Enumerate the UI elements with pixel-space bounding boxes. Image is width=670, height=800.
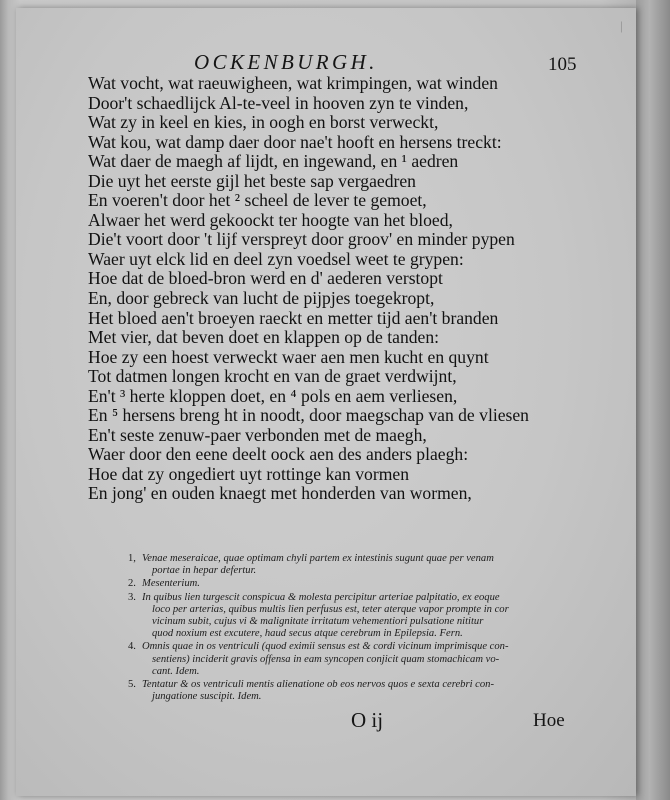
verse-line: Waer door den eene deelt oock aen des anders plaegh: <box>88 444 469 465</box>
footnote-number: 5. <box>128 679 136 691</box>
verse-line: Hoe dat de bloed-bron werd en d' aederen verstopt <box>88 268 443 289</box>
footnote <box>128 553 598 577</box>
footnote-line: Tentatur & os ventriculi mentis alienatione ob eos nervos quos e sexta cerebri con- <box>142 679 494 691</box>
verse-line: Wat kou, wat damp daer door nae't hooft en hersens treckt: <box>88 131 502 152</box>
footnote-line: quod noxium est excutere, haud secus atque cerebrum in Epilepsia. Fern. <box>152 628 463 640</box>
book-page <box>16 8 636 796</box>
verse-line: En't ³ herte kloppen doet, en ⁴ pols en aem verliesen, <box>88 385 458 406</box>
verse-line: En jong' en ouden knaegt met honderden van wormen, <box>88 483 472 504</box>
signature-mark: O ij <box>351 708 384 732</box>
footnote-line: sentiens) inciderit gravis offensa in eam syncopen conjicit quam stomachicam vo- <box>152 653 500 665</box>
page-header <box>16 46 636 76</box>
verse-line: Hoe dat zy ongediert uyt rottinge kan vormen <box>88 463 409 484</box>
verse-line: Wat daer de maegh af lijdt, en ingewand, en ¹ aedren <box>88 151 459 172</box>
footnote <box>128 679 598 703</box>
verse-line: Alwaer het werd gekoockt ter hoogte van het bloed, <box>88 209 453 230</box>
verse-line: Door't schaedlijck Al-te-veel in hooven zyn te vinden, <box>88 92 469 113</box>
footnote-line: jungatione suscipit. Idem. <box>152 691 262 703</box>
footnote-number: 4. <box>128 641 136 653</box>
verse-line: En, door gebreck van lucht de pijpjes toegekropt, <box>88 288 435 309</box>
next-page-edge <box>636 0 670 800</box>
footnote-line: In quibus lien turgescit conspicua & molesta percipitur arteriae palpitatio, ex eoque <box>142 591 500 603</box>
verse-line: En voeren't door het ² scheel de lever te gemoet, <box>88 190 427 211</box>
catchword: Hoe <box>533 710 565 731</box>
footnote <box>128 578 598 590</box>
verse-line: Tot datmen longen krocht en van de graet verdwijnt, <box>88 366 457 387</box>
verse-line: Met vier, dat beven doet en klappen op de tanden: <box>88 327 440 348</box>
footnote-line: loco per arterias, quibus multis lien perfusus est, teter aterque vapor prompte in cor <box>152 603 509 615</box>
footnote-line: portae in hepar defertur. <box>152 565 257 577</box>
footnote <box>128 641 598 678</box>
footnote-line: Mesenterium. <box>142 578 200 590</box>
verse-text <box>88 74 608 504</box>
page-number: 105 <box>548 54 577 75</box>
pencil-mark: | <box>620 18 623 33</box>
verse-line: Wat vocht, wat raeuwigheen, wat krimpingen, wat winden <box>88 73 498 93</box>
footnote-number: 1, <box>128 553 136 564</box>
footnotes <box>128 553 598 704</box>
footnote-line: vicinum subit, cujus vi & malignitate irritatum vehementiori pulsatione nititur <box>152 616 484 628</box>
verse-line: Wat zy in keel en kies, in oogh en borst verweckt, <box>88 112 439 133</box>
footnote-line: Omnis quae in os ventriculi (quod eximii sensus est & cordi vicinum imprimisque con- <box>142 641 509 653</box>
footnote <box>128 592 598 641</box>
verse-line: Die't voort door 't lijf verspreyt door groov' en minder pypen <box>88 229 515 250</box>
running-head: OCKENBURGH. <box>194 50 378 74</box>
footnote-number: 3. <box>128 591 136 603</box>
verse-line: Die uyt het eerste gijl het beste sap vergaedren <box>88 170 416 191</box>
verse-line: Het bloed aen't broeyen raeckt en metter tijd aen't branden <box>88 307 499 328</box>
page-footer <box>16 708 636 738</box>
verse-line: En't seste zenuw-paer verbonden met de maegh, <box>88 424 427 445</box>
verse-line: Hoe zy een hoest verweckt waer aen men kucht en quynt <box>88 346 489 367</box>
verse-line: En ⁵ hersens breng ht in noodt, door maegschap van de vliesen <box>88 405 529 426</box>
footnote-line: cant. Idem. <box>152 665 200 677</box>
footnote-line: Venae meseraicae, quae optimam chyli partem ex intestinis sugunt quae per venam <box>142 553 494 564</box>
footnote-number: 2. <box>128 578 136 590</box>
verse-line: Waer uyt elck lid en deel zyn voedsel weet te grypen: <box>88 248 464 269</box>
